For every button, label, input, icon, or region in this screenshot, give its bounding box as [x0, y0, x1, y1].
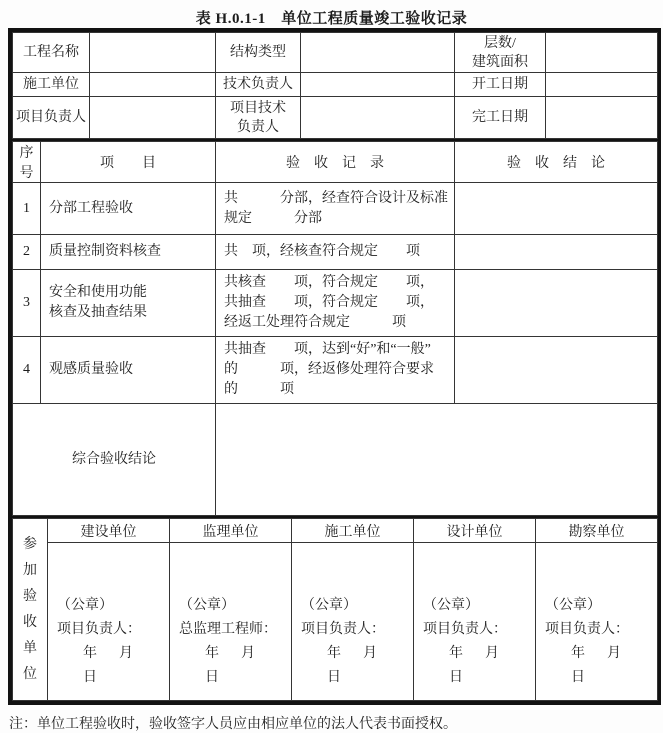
item-3-record: 共核查 项，符合规定 项， 共抽查 项，符合规定 项， 经返工处理符合规定 项: [216, 270, 455, 337]
tech-lead-value: [301, 73, 455, 97]
project-lead-value: [90, 97, 216, 139]
participants-signature-row: [13, 543, 658, 701]
participants-header-row: [13, 519, 658, 543]
project-tech-lead-value: [301, 97, 455, 139]
date-label: 年 月 日: [83, 646, 155, 685]
date-label: 年 月 日: [205, 646, 277, 685]
signer-label: 项目负责人：: [301, 622, 385, 637]
signer-label: 总监理工程师：: [179, 622, 277, 637]
column-header-no: 序号: [13, 142, 41, 183]
summary-label: 综合验收结论: [13, 404, 216, 516]
construction-unit-value: [90, 73, 216, 97]
item-row-3: [13, 270, 658, 337]
item-2-record: 共 项，经核查符合规定 项: [216, 235, 455, 270]
participants-side-label: 参加验收单位: [13, 519, 48, 701]
project-tech-lead-label: 项目技术 负责人: [216, 97, 301, 139]
seal-label: （公章）: [301, 598, 357, 613]
project-lead-label: 项目负责人: [13, 97, 90, 139]
date-label: 年 月 日: [449, 646, 521, 685]
column-header-record: 验 收 记 录: [216, 142, 455, 183]
footnote: 注：单位工程验收时，验收签字人员应由相应单位的法人代表书面授权。: [9, 717, 457, 732]
project-name-label: 工程名称: [13, 33, 90, 73]
item-4-conclusion-cell: [455, 337, 658, 404]
item-row-1: [13, 183, 658, 235]
completion-date-value: [546, 97, 658, 139]
summary-value-cell: [216, 404, 658, 516]
participant-header-contractor: 施工单位: [292, 519, 414, 543]
signature-cell-supervision: [170, 543, 292, 701]
item-4-no: 4: [13, 337, 41, 404]
date-label: 年 月 日: [327, 646, 399, 685]
item-4-name: 观感质量验收: [41, 337, 216, 404]
info-row-1: [13, 33, 658, 73]
item-row-2: [13, 235, 658, 270]
signature-cell-survey: [536, 543, 658, 701]
item-2-conclusion-cell: [455, 235, 658, 270]
participant-header-construction-owner: 建设单位: [48, 519, 170, 543]
completion-date-label: 完工日期: [455, 97, 546, 139]
project-name-value: [90, 33, 216, 73]
signer-label: 项目负责人：: [423, 622, 507, 637]
signature-cell-contractor: [292, 543, 414, 701]
construction-unit-label: 施工单位: [13, 73, 90, 97]
participant-header-survey: 勘察单位: [536, 519, 658, 543]
start-date-label: 开工日期: [455, 73, 546, 97]
floors-area-value: [546, 33, 658, 73]
item-3-conclusion-cell: [455, 270, 658, 337]
signature-cell-design: [414, 543, 536, 701]
info-row-3: [13, 97, 658, 139]
signer-label: 项目负责人：: [57, 622, 141, 637]
participants-section: [12, 518, 658, 701]
summary-row: [13, 404, 658, 516]
form-title: 表 H.0.1-1 单位工程质量竣工验收记录: [195, 11, 468, 27]
item-4-record: 共抽查 项，达到“好”和“一般” 的 项，经返修处理符合要求 的 项: [216, 337, 455, 404]
item-2-no: 2: [13, 235, 41, 270]
acceptance-record-form: [8, 28, 661, 705]
items-section: [12, 141, 658, 516]
floors-area-label: 层数/ 建筑面积: [455, 33, 546, 73]
date-label: 年 月 日: [571, 646, 643, 685]
column-header-item: 项 目: [41, 142, 216, 183]
info-section: [12, 32, 658, 139]
seal-label: （公章）: [57, 598, 113, 613]
start-date-value: [546, 73, 658, 97]
tech-lead-label: 技术负责人: [216, 73, 301, 97]
items-header-row: [13, 142, 658, 183]
item-1-name: 分部工程验收: [41, 183, 216, 235]
signature-cell-construction-owner: [48, 543, 170, 701]
item-1-conclusion-cell: [455, 183, 658, 235]
item-3-no: 3: [13, 270, 41, 337]
info-row-2: [13, 73, 658, 97]
item-1-record: 共 分部，经查符合设计及标准 规定 分部: [216, 183, 455, 235]
item-1-no: 1: [13, 183, 41, 235]
signer-label: 项目负责人：: [545, 622, 629, 637]
item-row-4: [13, 337, 658, 404]
participant-header-design: 设计单位: [414, 519, 536, 543]
item-2-name: 质量控制资料核查: [41, 235, 216, 270]
structure-type-value: [301, 33, 455, 73]
seal-label: （公章）: [423, 598, 479, 613]
item-3-name: 安全和使用功能 核查及抽查结果: [41, 270, 216, 337]
seal-label: （公章）: [545, 598, 601, 613]
seal-label: （公章）: [179, 598, 235, 613]
column-header-conclusion: 验 收 结 论: [455, 142, 658, 183]
structure-type-label: 结构类型: [216, 33, 301, 73]
participant-header-supervision: 监理单位: [170, 519, 292, 543]
